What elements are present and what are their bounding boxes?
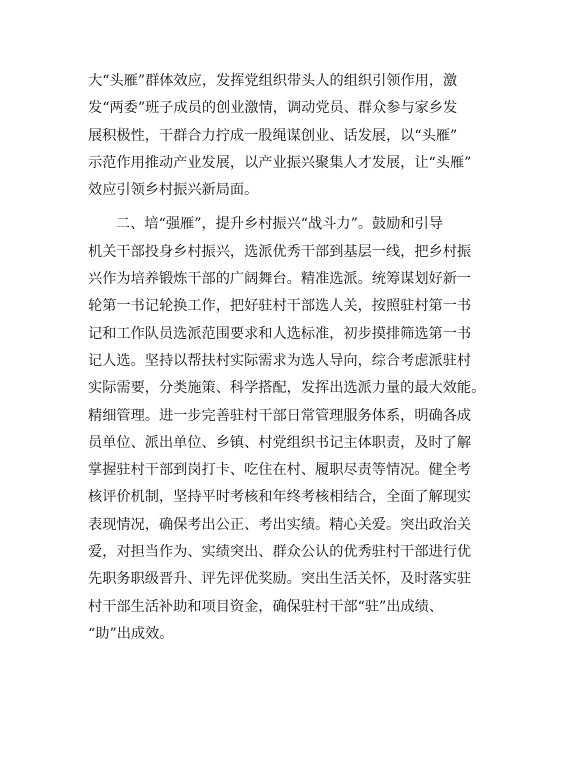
text-line: 记和工作队员选派范围要求和人选标准，初步摸排筛选第一书	[88, 325, 472, 342]
text-line: 大“头雁”群体效应，发挥党组织带头人的组织引领作用，激	[88, 73, 458, 89]
text-line: 记人选。坚持以帮扶村实际需求为选人导向，综合考虑派驻村	[88, 352, 472, 369]
text-line: 实际需要，分类施策、科学搭配，发挥出选派力量的最大效能。	[88, 380, 486, 397]
text-line: 核评价机制，坚持平时考核和年终考核相结合，全面了解现实	[88, 489, 472, 506]
document-body	[88, 68, 498, 648]
text-line: “助”出成效。	[88, 625, 174, 642]
text-line: 精细管理。进一步完善驻村干部日常管理服务体系，明确各成	[88, 407, 472, 424]
text-line: 表现情况，确保考出公正、考出实绩。精心关爱。突出政治关	[88, 516, 472, 533]
section-heading-line: 二、培“强雁”，提升乡村振兴“战斗力”。鼓励和引导	[116, 216, 443, 233]
text-line: 发“两委”班子成员的创业激情，调动党员、群众参与家乡发	[88, 100, 458, 117]
text-line: 先职务职级晋升、评先评优奖励。突出生活关怀，及时落实驻	[88, 571, 472, 588]
text-line: 机关干部投身乡村振兴，选派优秀干部到基层一线，把乡村振	[88, 243, 472, 260]
paragraph-spacer	[88, 204, 498, 211]
text-line: 示范作用推动产业发展，以产业振兴聚集人才发展，让“头雁”	[88, 154, 472, 171]
text-line: 展积极性，干群合力拧成一股绳谋创业、话发展，以“头雁”	[88, 127, 458, 144]
paragraph-head-goose-effect	[88, 68, 498, 204]
text-line: 掌握驻村干部到岗打卡、吃住在村、履职尽责等情况。健全考	[88, 462, 472, 479]
text-line: 爱，对担当作为、实绩突出、群众公认的优秀驻村干部进行优	[88, 544, 472, 561]
text-line: 村干部生活补助和项目资金，确保驻村干部“驻”出成绩、	[88, 598, 444, 615]
text-line: 效应引领乡村振兴新局面。	[88, 182, 259, 199]
text-line: 轮第一书记轮换工作，把好驻村干部选人关，按照驻村第一书	[88, 298, 472, 315]
text-line: 员单位、派出单位、乡镇、村党组织书记主体职责，及时了解	[88, 434, 472, 451]
text-line: 兴作为培养锻炼干部的广阔舞台。精准选派。统筹谋划好新一	[88, 271, 472, 288]
paragraph-strong-goose	[88, 211, 498, 648]
